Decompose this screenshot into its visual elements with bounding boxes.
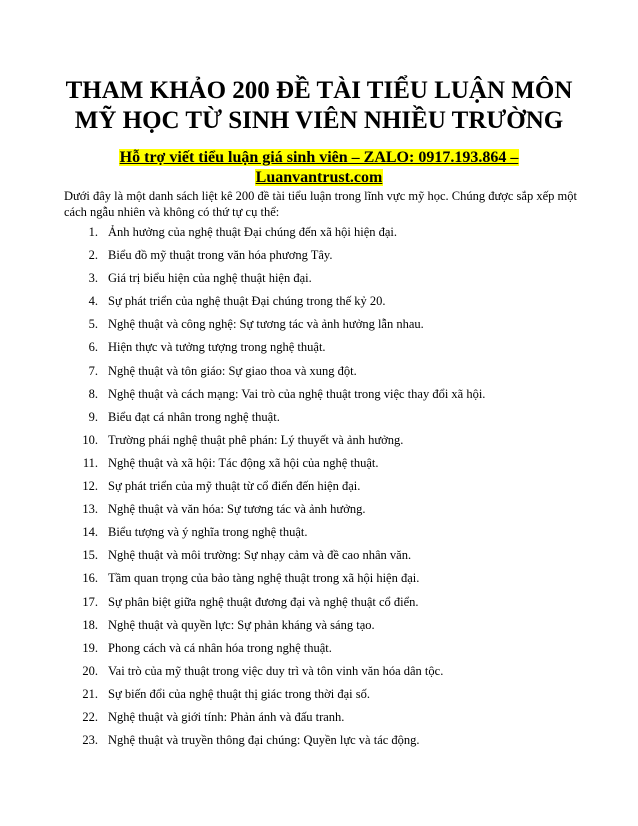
list-item [64,547,604,570]
intro-paragraph: Dưới đây là một danh sách liệt kê 200 đề tài tiểu luận trong lĩnh vực mỹ học. Chúng được sắp xếp một cách ngẫu nhiên và không có thứ tự cụ thể: [64,189,577,219]
list-item-text: Nghệ thuật và môi trường: Sự nhạy cảm và đề cao nhân văn. [108,548,412,563]
list-item-text: Nghệ thuật và tôn giáo: Sự giao thoa và xung đột. [108,363,357,378]
list-item-text: Nghệ thuật và xã hội: Tác động xã hội của nghệ thuật. [108,455,379,470]
list-item [64,478,604,501]
list-item-number: 1. [88,225,98,239]
list-item [64,293,604,316]
list-item-number: 11. [82,455,98,470]
list-item [64,663,604,686]
list-item [64,524,604,547]
list-item-text: Nghệ thuật và văn hóa: Sự tương tác và ảnh hưởng. [108,502,366,517]
list-item-number: 21. [82,686,98,701]
list-item [64,224,604,247]
list-item-number: 23. [82,733,98,748]
list-item-text: Biểu tượng và ý nghĩa trong nghệ thuật. [108,525,308,540]
support-line-1 [40,148,598,168]
list-item [64,386,604,409]
list-item-text: Ảnh hưởng của nghệ thuật Đại chúng đến xã hội hiện đại. [108,225,398,239]
list-item [64,409,604,432]
list-item [64,316,604,339]
list-item-text: Nghệ thuật và quyền lực: Sự phản kháng và sáng tạo. [108,617,375,632]
list-item-text: Biểu đạt cá nhân trong nghệ thuật. [108,409,280,424]
list-item-text: Giá trị biểu hiện của nghệ thuật hiện đại. [108,271,312,286]
list-item [64,432,604,455]
list-item-number: 18. [82,617,98,632]
list-item [64,709,604,732]
list-item-number: 15. [82,548,98,563]
list-item-text: Hiện thực và tưởng tượng trong nghệ thuật. [108,340,326,355]
list-item-number: 9. [88,409,98,424]
list-item-number: 3. [88,271,98,286]
list-item [64,501,604,524]
list-item [64,339,604,362]
list-item-number: 16. [82,571,98,586]
list-item-number: 5. [88,317,98,332]
list-item-number: 14. [82,525,98,540]
list-item-text: Nghệ thuật và công nghệ: Sự tương tác và ảnh hưởng lẫn nhau. [108,317,424,332]
list-item [64,270,604,293]
list-item [64,455,604,478]
list-item-number: 6. [88,340,98,355]
list-item-number: 19. [82,640,98,655]
support-website-link[interactable]: Luanvantrust.com [255,169,383,186]
topic-list [64,224,604,755]
support-line-2 [40,168,598,188]
list-item-text: Nghệ thuật và truyền thông đại chúng: Quyền lực và tác động. [108,733,420,748]
document-title-line-1: THAM KHẢO 200 ĐỀ TÀI TIỂU LUẬN MÔN [65,77,573,104]
list-item [64,363,604,386]
list-item-text: Nghệ thuật và cách mạng: Vai trò của nghệ thuật trong việc thay đổi xã hội. [108,386,486,401]
list-item [64,640,604,663]
list-item-number: 17. [82,594,98,609]
list-item-text: Sự phát triển của nghệ thuật Đại chúng trong thế kỷ 20. [108,294,386,309]
list-item-text: Trường phái nghệ thuật phê phán: Lý thuyết và ảnh hưởng. [108,432,404,447]
list-item [64,570,604,593]
list-item-text: Biểu đồ mỹ thuật trong văn hóa phương Tây. [108,248,333,263]
list-item-number: 7. [88,363,98,378]
list-item [64,732,604,755]
list-item-text: Sự phát triển của mỹ thuật từ cổ điển đến hiện đại. [108,479,361,494]
list-item-text: Sự biến đổi của nghệ thuật thị giác trong thời đại số. [108,686,370,701]
list-item-number: 4. [88,294,98,309]
list-item-number: 22. [82,709,98,724]
list-item-number: 13. [82,502,98,517]
list-item-number: 8. [88,386,98,401]
list-item-text: Sự phân biệt giữa nghệ thuật đương đại và nghệ thuật cổ điển. [108,594,419,609]
list-item-text: Phong cách và cá nhân hóa trong nghệ thuật. [108,640,332,655]
list-item-number: 12. [82,479,98,494]
list-item [64,617,604,640]
document-title-line-2: MỸ HỌC TỪ SINH VIÊN NHIỀU TRƯỜNG [74,107,564,134]
support-contact-text: Hỗ trợ viết tiểu luận giá sinh viên – ZALO: 0917.193.864 – [119,149,519,166]
list-item-text: Vai trò của mỹ thuật trong việc duy trì và tôn vinh văn hóa dân tộc. [108,663,444,678]
list-item [64,247,604,270]
list-item-number: 10. [82,432,98,447]
list-item [64,594,604,617]
list-item-number: 2. [88,248,98,263]
list-item-text: Tầm quan trọng của bảo tàng nghệ thuật trong xã hội hiện đại. [108,571,420,586]
list-item [64,686,604,709]
list-item-text: Nghệ thuật và giới tính: Phản ánh và đấu tranh. [108,709,345,724]
list-item-number: 20. [82,663,98,678]
